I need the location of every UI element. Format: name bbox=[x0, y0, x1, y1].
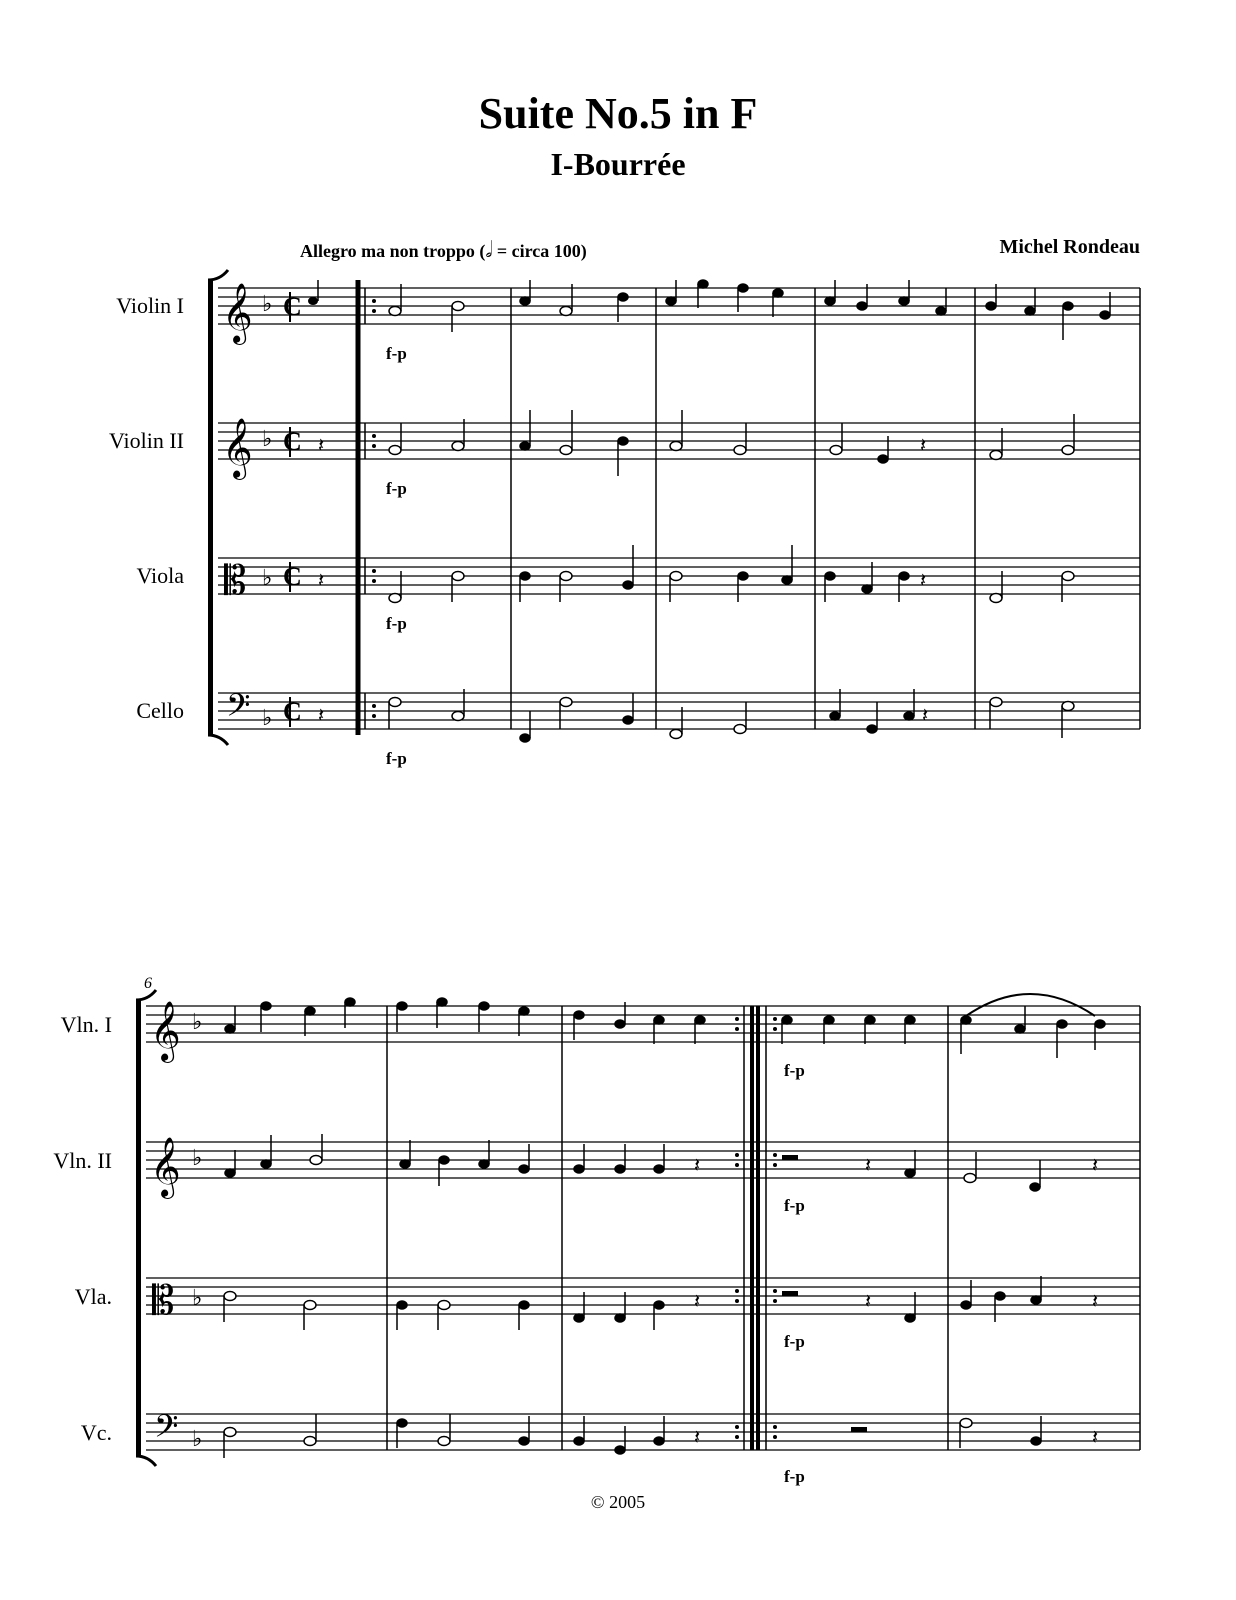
flat-icon: ♭ bbox=[192, 1145, 203, 1170]
system-1 bbox=[109, 270, 1140, 768]
alto-clef-icon: 𝄡 bbox=[224, 558, 247, 604]
pickup-notes bbox=[308, 280, 324, 727]
cut-time-icon bbox=[283, 292, 302, 727]
system-bracket bbox=[136, 990, 156, 1466]
flat-icon: ♭ bbox=[262, 565, 273, 590]
svg-text:𝄽: 𝄽 bbox=[694, 1153, 701, 1177]
svg-text:C: C bbox=[283, 292, 302, 321]
instrument-label: Vla. bbox=[74, 1284, 112, 1309]
dynamic-marking: f-p bbox=[386, 344, 407, 363]
movement-title: I-Bourrée bbox=[550, 146, 686, 182]
svg-text:𝄽: 𝄽 bbox=[1092, 1425, 1099, 1449]
instrument-label: Violin II bbox=[108, 428, 184, 453]
svg-text:C: C bbox=[283, 427, 302, 456]
svg-text:𝄽: 𝄽 bbox=[865, 1153, 872, 1177]
treble-clef-icon: 𝄞 bbox=[222, 418, 253, 478]
svg-text:𝄽: 𝄽 bbox=[920, 568, 927, 592]
svg-text:C: C bbox=[283, 562, 302, 591]
tempo-value: = circa 100) bbox=[492, 241, 587, 261]
svg-text:𝄽: 𝄽 bbox=[920, 433, 927, 457]
dynamic-marking: f-p bbox=[386, 479, 407, 498]
staff-violin-1 bbox=[146, 1006, 1140, 1042]
rests-system-1 bbox=[920, 433, 928, 727]
dynamic-marking: f-p bbox=[784, 1467, 805, 1486]
notes-system-2 bbox=[224, 998, 1105, 1458]
bass-clef-icon: 𝄢 bbox=[226, 687, 251, 731]
svg-text:𝄽: 𝄽 bbox=[865, 1289, 872, 1313]
slur bbox=[966, 994, 1095, 1016]
svg-text:𝄽: 𝄽 bbox=[1092, 1289, 1099, 1313]
instrument-label: Vc. bbox=[80, 1420, 112, 1445]
treble-clef-icon: 𝄞 bbox=[222, 283, 253, 343]
flat-icon: ♭ bbox=[192, 1009, 203, 1034]
svg-text:𝄽: 𝄽 bbox=[1092, 1153, 1099, 1177]
treble-clef-icon: 𝄞 bbox=[150, 1137, 181, 1197]
flat-icon: ♭ bbox=[262, 705, 273, 730]
alto-clef-icon: 𝄡 bbox=[152, 1278, 175, 1324]
copyright-notice: © 2005 bbox=[590, 1492, 646, 1512]
svg-text:C: C bbox=[283, 697, 302, 726]
svg-text:𝄽: 𝄽 bbox=[318, 433, 325, 457]
treble-clef-icon: 𝄞 bbox=[150, 1001, 181, 1061]
flat-icon: ♭ bbox=[262, 291, 273, 316]
svg-text:𝄽: 𝄽 bbox=[318, 568, 325, 592]
svg-text:𝄽: 𝄽 bbox=[318, 703, 325, 727]
tempo-text: Allegro ma non troppo ( bbox=[300, 241, 486, 261]
instrument-label: Cello bbox=[136, 698, 184, 723]
dynamic-marking: f-p bbox=[386, 749, 407, 768]
notes-system-1 bbox=[389, 280, 1110, 742]
staff-viola bbox=[146, 1278, 1140, 1314]
piece-title: Suite No.5 in F bbox=[478, 89, 758, 138]
instrument-label: Viola bbox=[136, 563, 184, 588]
composer-name: Michel Rondeau bbox=[999, 236, 1140, 258]
bass-clef-icon: 𝄢 bbox=[154, 1408, 179, 1452]
instrument-label: Vln. II bbox=[53, 1148, 112, 1173]
dynamic-marking: f-p bbox=[784, 1196, 805, 1215]
dynamic-marking: f-p bbox=[386, 614, 407, 633]
system-2-barlines bbox=[387, 1006, 1140, 1450]
flat-icon: ♭ bbox=[192, 1426, 203, 1451]
system-1-barlines bbox=[358, 280, 1140, 735]
svg-text:𝄽: 𝄽 bbox=[694, 1425, 701, 1449]
svg-text:𝄽: 𝄽 bbox=[922, 703, 929, 727]
svg-text:𝄽: 𝄽 bbox=[694, 1289, 701, 1313]
flat-icon: ♭ bbox=[192, 1285, 203, 1310]
half-note-icon: 𝅗𝅥 bbox=[485, 238, 493, 263]
dynamic-marking: f-p bbox=[784, 1061, 805, 1080]
staff-violin-2 bbox=[146, 1142, 1140, 1178]
dynamic-marking: f-p bbox=[784, 1332, 805, 1351]
staff-cello bbox=[146, 1414, 1140, 1450]
system-2 bbox=[53, 975, 1140, 1486]
instrument-label: Vln. I bbox=[60, 1012, 112, 1037]
repeat-dots bbox=[372, 299, 376, 718]
measure-number: 6 bbox=[144, 975, 152, 992]
instrument-label: Violin I bbox=[116, 293, 184, 318]
flat-icon: ♭ bbox=[262, 426, 273, 451]
